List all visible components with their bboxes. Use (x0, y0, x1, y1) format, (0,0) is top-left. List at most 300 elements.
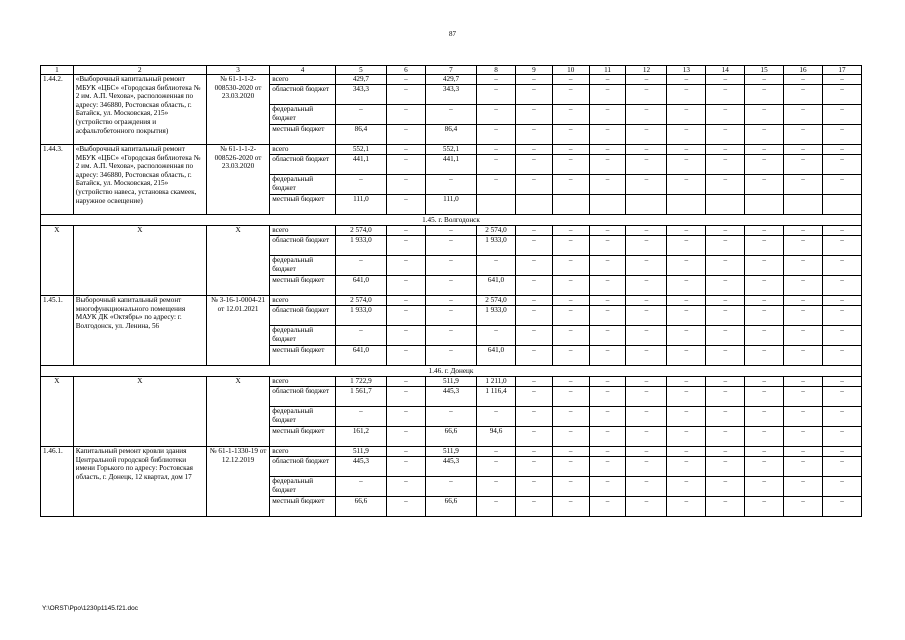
amount-cell: 1 116,4 (477, 387, 516, 407)
amount-cell: – (626, 387, 667, 407)
funding-source: всего (270, 145, 336, 155)
amount-cell: 1 933,0 (335, 306, 386, 326)
amount-cell: – (706, 75, 745, 85)
amount-cell: – (386, 306, 425, 326)
column-header: 11 (589, 66, 626, 75)
amount-cell: 641,0 (335, 346, 386, 366)
funding-source: всего (270, 377, 336, 387)
amount-cell: – (386, 296, 425, 306)
funding-source: всего (270, 447, 336, 457)
amount-cell: 1 561,7 (335, 387, 386, 407)
funding-source: федеральный бюджет (270, 326, 336, 346)
table-row (41, 296, 862, 306)
amount-cell: – (822, 125, 861, 145)
amount-cell: – (589, 326, 626, 346)
amount-cell: – (667, 387, 706, 407)
amount-cell: – (589, 105, 626, 125)
amount-cell: – (745, 175, 784, 195)
amount-cell: 641,0 (477, 276, 516, 296)
amount-cell: – (822, 226, 861, 236)
amount-cell: 2 574,0 (335, 296, 386, 306)
amount-cell: – (425, 477, 476, 497)
amount-cell: – (667, 105, 706, 125)
amount-cell: – (822, 326, 861, 346)
amount-cell: – (477, 256, 516, 276)
amount-cell: – (784, 256, 823, 276)
amount-cell: – (425, 175, 476, 195)
amount-cell: – (477, 175, 516, 195)
amount-cell: – (335, 175, 386, 195)
amount-cell: – (745, 477, 784, 497)
amount-cell: – (667, 145, 706, 155)
amount-cell: – (515, 226, 552, 236)
item-name: «Выборочный капитальный ремонт МБУК «ЦБС» «Городская библиотека № 2 им. А.П. Чехова», расположенная по адресу: 346880, Ростовская область, г. Батайск, ул. Московская, 215» (устройство ограждения и асфальтобетонного покрытия) (73, 75, 206, 145)
amount-cell: – (706, 85, 745, 105)
amount-cell: – (477, 407, 516, 427)
amount-cell: – (552, 346, 589, 366)
amount-cell: – (589, 427, 626, 447)
amount-cell: 1 933,0 (335, 236, 386, 256)
amount-cell: – (822, 145, 861, 155)
amount-cell: – (626, 175, 667, 195)
funding-source: областной бюджет (270, 155, 336, 175)
amount-cell: – (706, 226, 745, 236)
amount-cell: – (335, 477, 386, 497)
column-header: 6 (386, 66, 425, 75)
amount-cell: 66,6 (425, 497, 476, 517)
item-number: 1.45.1. (41, 296, 74, 366)
amount-cell: – (589, 346, 626, 366)
amount-cell: 511,9 (425, 447, 476, 457)
amount-cell: – (552, 407, 589, 427)
amount-cell: – (386, 125, 425, 145)
funding-source: местный бюджет (270, 125, 336, 145)
amount-cell: – (784, 75, 823, 85)
amount-cell: – (386, 497, 425, 517)
amount-cell: – (706, 477, 745, 497)
amount-cell: – (477, 497, 516, 517)
amount-cell: – (386, 377, 425, 387)
amount-cell: – (425, 306, 476, 326)
amount-cell: – (425, 236, 476, 256)
amount-cell: 429,7 (335, 75, 386, 85)
amount-cell: – (386, 105, 425, 125)
section-title: 1.46. г. Донецк (41, 366, 862, 377)
column-header: 17 (822, 66, 861, 75)
amount-cell: 1 722,9 (335, 377, 386, 387)
amount-cell: – (515, 346, 552, 366)
amount-cell: – (784, 85, 823, 105)
amount-cell: – (552, 105, 589, 125)
amount-cell: – (745, 256, 784, 276)
amount-cell: – (589, 457, 626, 477)
amount-cell: – (515, 497, 552, 517)
amount-cell: – (386, 256, 425, 276)
amount-cell: 1 933,0 (477, 236, 516, 256)
amount-cell: – (745, 407, 784, 427)
amount-cell: 429,7 (425, 75, 476, 85)
amount-cell: – (626, 497, 667, 517)
amount-cell: – (386, 276, 425, 296)
amount-cell: – (784, 346, 823, 366)
column-header: 8 (477, 66, 516, 75)
amount-cell: – (745, 125, 784, 145)
column-header: 10 (552, 66, 589, 75)
amount-cell: – (706, 256, 745, 276)
amount-cell: 161,2 (335, 427, 386, 447)
amount-cell: – (552, 377, 589, 387)
amount-cell: – (477, 85, 516, 105)
amount-cell: – (626, 236, 667, 256)
amount-cell: 343,3 (425, 85, 476, 105)
amount-cell: – (745, 276, 784, 296)
amount-cell: – (335, 105, 386, 125)
amount-cell: 2 574,0 (477, 226, 516, 236)
section-title: 1.45. г. Волгодонск (41, 215, 862, 226)
amount-cell: – (822, 296, 861, 306)
amount-cell: – (784, 236, 823, 256)
amount-cell: – (552, 175, 589, 195)
funding-source: местный бюджет (270, 276, 336, 296)
column-header: 14 (706, 66, 745, 75)
amount-cell: – (386, 326, 425, 346)
amount-cell: 445,3 (425, 387, 476, 407)
header-row (41, 66, 862, 75)
amount-cell: – (784, 326, 823, 346)
amount-cell: – (745, 387, 784, 407)
amount-cell: – (706, 306, 745, 326)
amount-cell: – (745, 75, 784, 85)
amount-cell: 111,0 (425, 195, 476, 215)
amount-cell: – (589, 387, 626, 407)
amount-cell: – (552, 155, 589, 175)
amount-cell: – (667, 326, 706, 346)
amount-cell: – (386, 155, 425, 175)
amount-cell: – (784, 125, 823, 145)
amount-cell: – (477, 105, 516, 125)
amount-cell: – (706, 236, 745, 256)
item-number: 1.44.2. (41, 75, 74, 145)
amount-cell: – (784, 175, 823, 195)
item-document: Х (206, 226, 269, 296)
amount-cell: 641,0 (477, 346, 516, 366)
amount-cell: – (784, 387, 823, 407)
amount-cell: – (589, 306, 626, 326)
amount-cell: – (386, 346, 425, 366)
amount-cell: – (477, 145, 516, 155)
amount-cell: 641,0 (335, 276, 386, 296)
amount-cell: – (552, 256, 589, 276)
amount-cell: – (386, 236, 425, 256)
column-header: 9 (515, 66, 552, 75)
amount-cell: – (335, 407, 386, 427)
amount-cell: – (667, 256, 706, 276)
funding-source: федеральный бюджет (270, 256, 336, 276)
amount-cell: – (589, 276, 626, 296)
amount-cell: – (822, 155, 861, 175)
amount-cell: – (515, 125, 552, 145)
amount-cell: – (515, 256, 552, 276)
amount-cell: – (386, 387, 425, 407)
amount-cell: – (745, 447, 784, 457)
amount-cell: – (745, 377, 784, 387)
amount-cell: – (552, 497, 589, 517)
amount-cell: – (477, 155, 516, 175)
footer-file-path: Y:\ORST\Ppo\1230p1145.f21.doc (42, 605, 139, 612)
amount-cell: – (745, 326, 784, 346)
amount-cell (745, 195, 784, 215)
amount-cell: – (626, 477, 667, 497)
amount-cell: – (515, 75, 552, 85)
column-header: 16 (784, 66, 823, 75)
amount-cell: – (552, 477, 589, 497)
amount-cell: – (822, 407, 861, 427)
amount-cell: – (626, 377, 667, 387)
amount-cell: 66,6 (335, 497, 386, 517)
amount-cell: – (552, 306, 589, 326)
amount-cell: – (425, 346, 476, 366)
amount-cell (626, 195, 667, 215)
amount-cell: – (425, 326, 476, 346)
funding-source: федеральный бюджет (270, 477, 336, 497)
amount-cell: – (515, 236, 552, 256)
funding-source: федеральный бюджет (270, 105, 336, 125)
amount-cell: – (706, 346, 745, 366)
amount-cell: – (515, 377, 552, 387)
amount-cell: – (515, 105, 552, 125)
amount-cell: – (386, 457, 425, 477)
amount-cell: – (515, 427, 552, 447)
amount-cell: – (589, 125, 626, 145)
item-name: Х (73, 377, 206, 447)
amount-cell: – (515, 296, 552, 306)
amount-cell: – (515, 387, 552, 407)
amount-cell: – (477, 457, 516, 477)
amount-cell: 343,3 (335, 85, 386, 105)
amount-cell: – (667, 175, 706, 195)
amount-cell: – (626, 145, 667, 155)
funding-source: местный бюджет (270, 497, 336, 517)
amount-cell (552, 195, 589, 215)
amount-cell: – (552, 125, 589, 145)
amount-cell: – (589, 377, 626, 387)
amount-cell: – (425, 407, 476, 427)
column-header: 7 (425, 66, 476, 75)
amount-cell: – (626, 105, 667, 125)
amount-cell: – (745, 346, 784, 366)
amount-cell: – (784, 447, 823, 457)
funding-source: областной бюджет (270, 457, 336, 477)
amount-cell: – (784, 427, 823, 447)
amount-cell: – (425, 105, 476, 125)
table-row (41, 226, 862, 236)
amount-cell: – (822, 477, 861, 497)
column-header: 1 (41, 66, 74, 75)
amount-cell: – (667, 377, 706, 387)
amount-cell: – (784, 407, 823, 427)
amount-cell: – (706, 175, 745, 195)
amount-cell: – (589, 256, 626, 276)
amount-cell (706, 195, 745, 215)
amount-cell: – (784, 276, 823, 296)
amount-cell: – (425, 276, 476, 296)
funding-source: местный бюджет (270, 346, 336, 366)
amount-cell: – (667, 306, 706, 326)
amount-cell: – (477, 477, 516, 497)
amount-cell: – (589, 85, 626, 105)
amount-cell: – (335, 256, 386, 276)
amount-cell: – (784, 145, 823, 155)
item-document: № 3-16-1-0004-21 от 12.01.2021 (206, 296, 269, 366)
amount-cell: – (667, 457, 706, 477)
amount-cell: – (626, 125, 667, 145)
amount-cell: – (386, 447, 425, 457)
amount-cell: – (667, 407, 706, 427)
amount-cell: – (784, 296, 823, 306)
amount-cell: – (667, 75, 706, 85)
item-number: 1.46.1. (41, 447, 74, 517)
amount-cell: – (515, 447, 552, 457)
amount-cell: – (784, 306, 823, 326)
amount-cell: – (626, 256, 667, 276)
amount-cell: – (706, 276, 745, 296)
amount-cell: – (589, 145, 626, 155)
amount-cell: – (745, 236, 784, 256)
amount-cell: – (822, 175, 861, 195)
funding-source: местный бюджет (270, 427, 336, 447)
amount-cell: – (515, 276, 552, 296)
amount-cell: – (745, 105, 784, 125)
column-header: 12 (626, 66, 667, 75)
amount-cell: – (706, 457, 745, 477)
item-document: № 61-1-1330-19 от 12.12.2019 (206, 447, 269, 517)
amount-cell: – (626, 155, 667, 175)
amount-cell: – (386, 477, 425, 497)
amount-cell: – (515, 155, 552, 175)
amount-cell: 111,0 (335, 195, 386, 215)
funding-source: областной бюджет (270, 85, 336, 105)
amount-cell: – (784, 105, 823, 125)
amount-cell: – (386, 226, 425, 236)
amount-cell: – (477, 125, 516, 145)
amount-cell: – (335, 326, 386, 346)
amount-cell: – (667, 447, 706, 457)
item-number: 1.44.3. (41, 145, 74, 215)
amount-cell: 2 574,0 (477, 296, 516, 306)
funding-source: областной бюджет (270, 236, 336, 256)
amount-cell: – (515, 326, 552, 346)
amount-cell: – (589, 407, 626, 427)
section-row (41, 215, 862, 226)
amount-cell: 94,6 (477, 427, 516, 447)
amount-cell: – (386, 75, 425, 85)
amount-cell: – (745, 427, 784, 447)
amount-cell: – (822, 236, 861, 256)
amount-cell: – (784, 477, 823, 497)
amount-cell: – (626, 85, 667, 105)
budget-table (40, 65, 862, 517)
amount-cell: – (626, 457, 667, 477)
amount-cell: – (822, 387, 861, 407)
amount-cell: – (626, 296, 667, 306)
amount-cell: – (822, 75, 861, 85)
amount-cell: – (822, 497, 861, 517)
amount-cell: – (552, 427, 589, 447)
amount-cell: – (589, 155, 626, 175)
amount-cell: – (515, 407, 552, 427)
table-row (41, 447, 862, 457)
amount-cell: – (667, 296, 706, 306)
amount-cell: – (667, 155, 706, 175)
item-document: Х (206, 377, 269, 447)
amount-cell: – (386, 175, 425, 195)
amount-cell: 441,1 (425, 155, 476, 175)
funding-source: областной бюджет (270, 306, 336, 326)
item-name: Выборочный капитальный ремонт многофункционального помещения МАУК ДК «Октябрь» по адресу: г. Волгодонск, ул. Ленина, 56 (73, 296, 206, 366)
amount-cell: – (822, 457, 861, 477)
amount-cell: 445,3 (335, 457, 386, 477)
amount-cell: – (706, 407, 745, 427)
amount-cell: – (552, 226, 589, 236)
amount-cell: – (552, 326, 589, 346)
amount-cell: – (822, 427, 861, 447)
amount-cell: – (386, 407, 425, 427)
amount-cell: – (589, 236, 626, 256)
amount-cell: – (745, 306, 784, 326)
amount-cell: – (667, 125, 706, 145)
section-row (41, 366, 862, 377)
amount-cell (477, 195, 516, 215)
amount-cell: – (626, 407, 667, 427)
item-number: Х (41, 377, 74, 447)
amount-cell: – (515, 175, 552, 195)
amount-cell: – (667, 226, 706, 236)
amount-cell: – (784, 497, 823, 517)
amount-cell: – (626, 306, 667, 326)
amount-cell: – (667, 477, 706, 497)
amount-cell: – (822, 447, 861, 457)
amount-cell: – (745, 457, 784, 477)
amount-cell: – (706, 105, 745, 125)
amount-cell: – (626, 226, 667, 236)
amount-cell: – (477, 75, 516, 85)
amount-cell: – (477, 447, 516, 457)
amount-cell (784, 195, 823, 215)
amount-cell: – (386, 195, 425, 215)
amount-cell: – (626, 427, 667, 447)
amount-cell: – (822, 276, 861, 296)
item-name: Х (73, 226, 206, 296)
column-header: 15 (745, 66, 784, 75)
amount-cell: – (745, 226, 784, 236)
amount-cell: – (784, 377, 823, 387)
amount-cell: – (822, 105, 861, 125)
amount-cell (589, 195, 626, 215)
amount-cell: 511,9 (335, 447, 386, 457)
amount-cell: – (552, 447, 589, 457)
amount-cell: 552,1 (425, 145, 476, 155)
amount-cell: – (552, 457, 589, 477)
item-name: «Выборочный капитальный ремонт МБУК «ЦБС» «Городская библиотека № 2 им. А.П. Чехова», расположенная по адресу: 346880, Ростовская область, г. Батайск, ул. Московская, 215» (устройство навеса, установка скамеек, наружное освещение) (73, 145, 206, 215)
amount-cell: – (667, 346, 706, 366)
amount-cell: – (425, 256, 476, 276)
amount-cell: – (745, 296, 784, 306)
table-row (41, 145, 862, 155)
amount-cell: – (386, 145, 425, 155)
amount-cell: – (822, 346, 861, 366)
amount-cell: 441,1 (335, 155, 386, 175)
amount-cell: – (822, 306, 861, 326)
